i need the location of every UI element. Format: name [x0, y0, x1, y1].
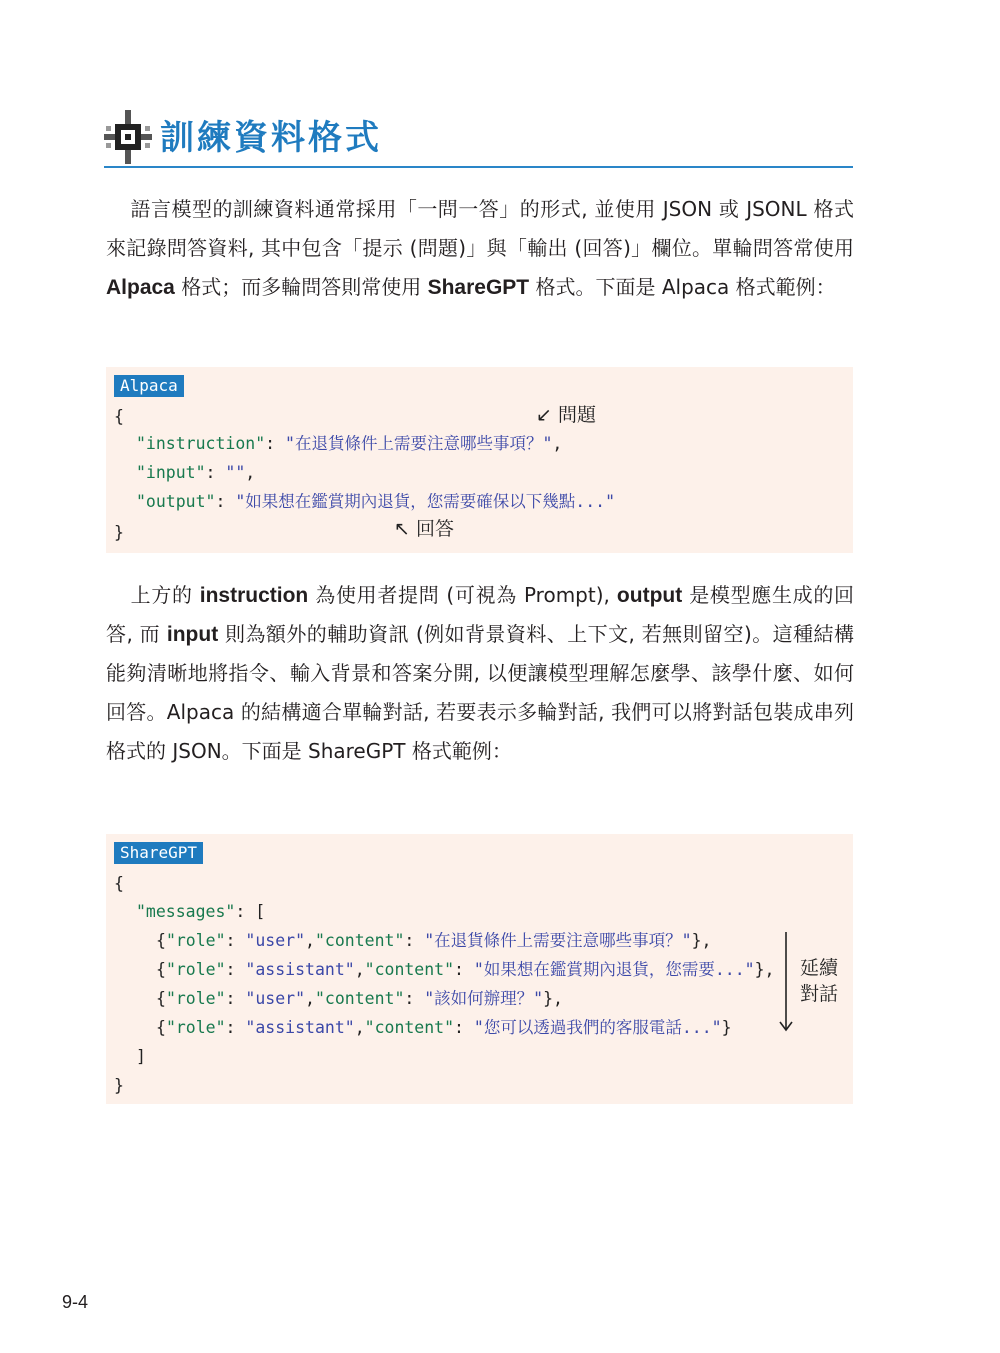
- para1-text-1: 語言模型的訓練資料通常採用「一問一答」的形式, 並使用 JSON 或 JSONL 格式來記錄問答資料, 其中包含「提示 (問題)」與「輸出 (回答)」欄位。單輪問答常使用: [106, 197, 854, 260]
- sharegpt-code-block: [106, 834, 853, 1104]
- list-close-bracket: ]: [136, 1047, 146, 1066]
- explanation-paragraph: 上方的 instruction 為使用者提問 (可視為 Prompt), output 是模型應生成的回答, 而 input 則為額外的輔助資訊 (例如背景資料、上下文, 若無則留空)。這種結構能夠清晰地將指令、輸入背景和答案分開, 以便讓模型理解怎麼學、該學什麼、如何回答。Alpaca 的結構適合單輪對話, 若要表示多輪對話, 我們可以將對話包裝成串列格式的 JSON。下面是 ShareGPT 格式範例：: [106, 583, 855, 763]
- chip-icon: [104, 110, 152, 164]
- alpaca-code-block: [106, 367, 853, 553]
- output-value: "如果想在鑑賞期內退貨，您需要確保以下幾點...": [235, 492, 616, 511]
- message-line: {"role": "user","content": "該如何辦理？"},: [156, 989, 563, 1008]
- arrow-up-left-icon: ↖: [394, 518, 410, 540]
- para1-text-2: 格式；而多輪問答則常使用: [174, 275, 428, 299]
- alpaca-close-brace: }: [114, 523, 124, 542]
- alpaca-tag: Alpaca: [114, 375, 184, 397]
- instruction-value: "在退貨條件上需要注意哪些事項？": [285, 434, 553, 453]
- input-key: "input": [136, 463, 206, 482]
- alpaca-output-line: "output": "如果想在鑑賞期內退貨，您需要確保以下幾點...": [136, 492, 616, 511]
- page-number: 9-4: [62, 1292, 89, 1312]
- para1-bold-sharegpt: ShareGPT: [427, 276, 530, 299]
- para2-bold-output: output: [616, 584, 683, 607]
- continue-dialogue-annotation-1: 延續: [800, 957, 839, 979]
- messages-key: "messages": [136, 902, 236, 921]
- para1-text-3: 格式。下面是 Alpaca 格式範例：: [529, 275, 836, 299]
- arrow-down-icon: [778, 930, 794, 1034]
- alpaca-instruction-line: "instruction": "在退貨條件上需要注意哪些事項？",: [136, 434, 563, 453]
- section-title: 訓練資料格式: [160, 118, 382, 158]
- continue-dialogue-annotation-2: 對話: [800, 983, 839, 1005]
- alpaca-input-line: "input": "",: [136, 463, 256, 482]
- para2-bold-input: input: [166, 623, 219, 646]
- section-heading: [104, 104, 853, 168]
- question-annotation: ↙ 問題: [536, 404, 596, 426]
- para2-bold-instruction: instruction: [199, 584, 309, 607]
- instruction-key: "instruction": [136, 434, 266, 453]
- sharegpt-tag: ShareGPT: [114, 842, 203, 864]
- arrow-down-left-icon: ↙: [536, 404, 552, 426]
- message-line: {"role": "user","content": "在退貨條件上需要注意哪些事項？"},: [156, 931, 712, 950]
- answer-annotation: ↖ 回答: [394, 518, 454, 540]
- intro-paragraph: [106, 190, 854, 307]
- input-value: "": [225, 463, 246, 482]
- message-line: {"role": "assistant","content": "如果想在鑑賞期內退貨，您需要..."},: [156, 960, 775, 979]
- sharegpt-close-brace: }: [114, 1076, 124, 1095]
- messages-line: "messages": [: [136, 902, 266, 921]
- output-key: "output": [136, 492, 216, 511]
- alpaca-open-brace: {: [114, 407, 124, 426]
- message-line: {"role": "assistant","content": "您可以透過我們的客服電話..."}: [156, 1018, 732, 1037]
- sharegpt-open-brace: {: [114, 874, 124, 893]
- para1-bold-alpaca: Alpaca: [106, 276, 175, 299]
